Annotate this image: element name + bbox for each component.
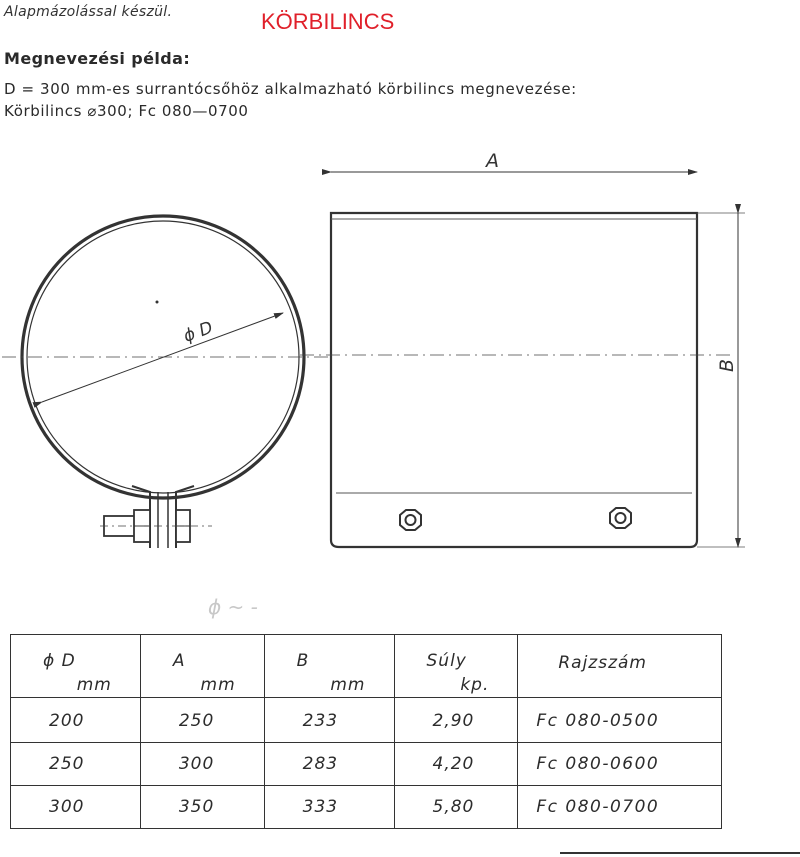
header-b: B mm (264, 635, 394, 698)
table-row (11, 786, 722, 829)
cell-a: 300 (140, 743, 264, 786)
technical-drawing (0, 140, 800, 630)
cell-diameter: 250 (11, 743, 141, 786)
cell-weight: 2,90 (394, 698, 518, 743)
dimension-table (10, 634, 722, 829)
production-note: Alapmázolással készül. (4, 4, 173, 20)
cell-drawing-number: Fc 080-0700 (518, 786, 722, 829)
header-weight: Súly kp. (394, 635, 518, 698)
table-row (11, 698, 722, 743)
dimension-a-label: A (486, 150, 499, 172)
diameter-label: ϕ D (180, 317, 216, 347)
cell-a: 250 (140, 698, 264, 743)
example-designation: Körbilincs ⌀300; Fc 080—0700 (4, 102, 249, 120)
table-header-row (11, 635, 722, 698)
dimension-b-label: B (716, 358, 738, 372)
cell-drawing-number: Fc 080-0600 (518, 743, 722, 786)
clamp-front-view (2, 216, 330, 548)
cell-a: 350 (140, 786, 264, 829)
handwritten-mark: ϕ ~ - (208, 595, 258, 619)
nut-right (610, 508, 631, 528)
nut-left (400, 510, 421, 530)
cell-b: 233 (264, 698, 394, 743)
cell-weight: 4,20 (394, 743, 518, 786)
bottom-rule (560, 852, 800, 854)
header-diameter: ϕ D mm (11, 635, 141, 698)
example-heading: Megnevezési példa: (4, 49, 191, 68)
cell-b: 333 (264, 786, 394, 829)
header-drawing-number: Rajzszám (518, 635, 722, 698)
cell-weight: 5,80 (394, 786, 518, 829)
example-description: D = 300 mm-es surrantócsőhöz alkalmazható körbilincs megnevezése: (4, 80, 577, 98)
clamp-side-view (300, 150, 745, 547)
cell-drawing-number: Fc 080-0500 (518, 698, 722, 743)
cell-diameter: 300 (11, 786, 141, 829)
table-row (11, 743, 722, 786)
cell-b: 283 (264, 743, 394, 786)
cell-diameter: 200 (11, 698, 141, 743)
page-title: KÖRBILINCS (261, 9, 395, 34)
header-a: A mm (140, 635, 264, 698)
